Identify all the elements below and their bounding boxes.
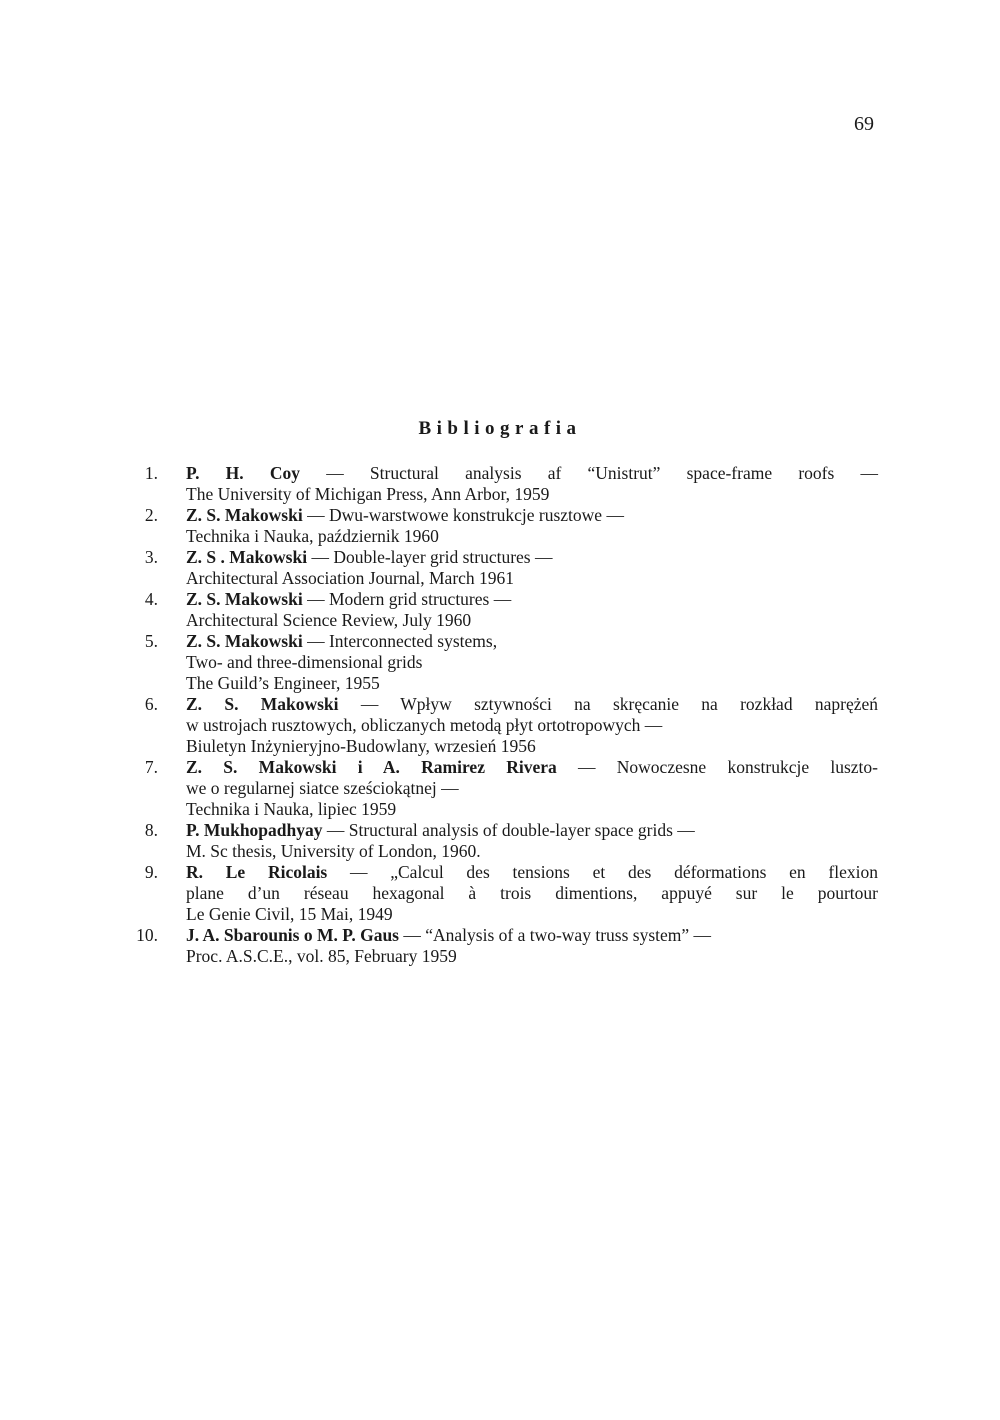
bib-title: — “Analysis of a two-way truss system” — — [398, 925, 712, 945]
bib-title: — Interconnected systems, — [302, 631, 498, 651]
bib-title: — Wpływ sztywności na skręcanie na rozkład naprężeń — [338, 694, 879, 714]
bib-text-line: we o regularnej siatce sześciokątnej — — [186, 778, 459, 798]
bib-title: — „Calcul des tensions et des déformations en flexion — [327, 862, 878, 882]
bib-text-line: Technika i Nauka, październik 1960 — [186, 526, 439, 546]
bib-entry-2 — [118, 505, 878, 547]
bib-author: Z. S. Makowski — [186, 694, 339, 714]
bib-title: — Double-layer grid structures — — [307, 547, 553, 567]
bib-number: 10. — [136, 925, 158, 945]
bib-entry-7 — [118, 757, 878, 820]
bib-author: Z. S. Makowski — [186, 589, 303, 609]
bib-author: J. A. Sbarounis o M. P. Gaus — [186, 925, 399, 945]
bib-title: — Structural analysis af “Unistrut” space-frame roofs — — [300, 463, 878, 483]
bib-title: — Dwu-warstwowe konstrukcje rusztowe — — [302, 505, 624, 525]
bibliography-list — [118, 463, 878, 967]
bib-number: 4. — [144, 589, 158, 609]
bib-text-line: The Guild’s Engineer, 1955 — [186, 673, 380, 693]
bibliography-heading: Bibliografia — [418, 418, 582, 439]
bib-text-line: w ustrojach rusztowych, obliczanych metodą płyt ortotropowych — — [186, 715, 663, 735]
bib-entry-10 — [118, 925, 878, 967]
bib-text-line: Two- and three-dimensional grids — [186, 652, 423, 672]
bib-author: R. Le Ricolais — [186, 862, 328, 882]
bib-title: — Modern grid structures — — [302, 589, 512, 609]
bib-number: 9. — [144, 862, 158, 882]
bib-number: 3. — [144, 547, 158, 567]
bib-text-line: plane d’un réseau hexagonal à trois dimentions, appuyé sur le pourtour — [186, 883, 878, 903]
bib-number: 8. — [144, 820, 158, 840]
bib-text-line: Architectural Science Review, July 1960 — [186, 610, 472, 630]
bib-author: Z. S . Makowski — [186, 547, 308, 567]
bib-title: — Nowoczesne konstrukcje luszto- — [556, 757, 878, 777]
bib-text-line: Proc. A.S.C.E., vol. 85, February 1959 — [186, 946, 457, 966]
bib-author: P. H. Coy — [186, 463, 300, 483]
bib-author: Z. S. Makowski — [186, 631, 303, 651]
bib-text-line: Technika i Nauka, lipiec 1959 — [186, 799, 397, 819]
bib-entry-9 — [118, 862, 878, 925]
bib-author: Z. S. Makowski i A. Ramirez Rivera — [186, 757, 557, 777]
bib-text-line: Architectural Association Journal, March 1961 — [186, 568, 515, 588]
bib-entry-3 — [118, 547, 878, 589]
bib-number: 6. — [144, 694, 158, 714]
bib-text-line: Le Genie Civil, 15 Mai, 1949 — [186, 904, 393, 924]
bib-number: 2. — [144, 505, 158, 525]
bib-entry-5 — [118, 631, 878, 694]
bib-number: 5. — [144, 631, 158, 651]
bib-entry-6 — [118, 694, 878, 757]
bib-text-line: Biuletyn Inżynieryjno-Budowlany, wrzesień 1956 — [186, 736, 536, 756]
bib-text-line: M. Sc thesis, University of London, 1960. — [186, 841, 481, 861]
bib-author: P. Mukhopadhyay — [186, 820, 323, 840]
bib-entry-4 — [118, 589, 878, 631]
bib-entry-8 — [118, 820, 878, 862]
bib-title: — Structural analysis of double-layer space grids — — [322, 820, 695, 840]
page-number: 69 — [854, 113, 874, 135]
bib-author: Z. S. Makowski — [186, 505, 303, 525]
bib-entry-1 — [118, 463, 878, 505]
bib-number: 1. — [144, 463, 158, 483]
bib-number: 7. — [144, 757, 158, 777]
bib-text-line: The University of Michigan Press, Ann Arbor, 1959 — [186, 484, 550, 504]
